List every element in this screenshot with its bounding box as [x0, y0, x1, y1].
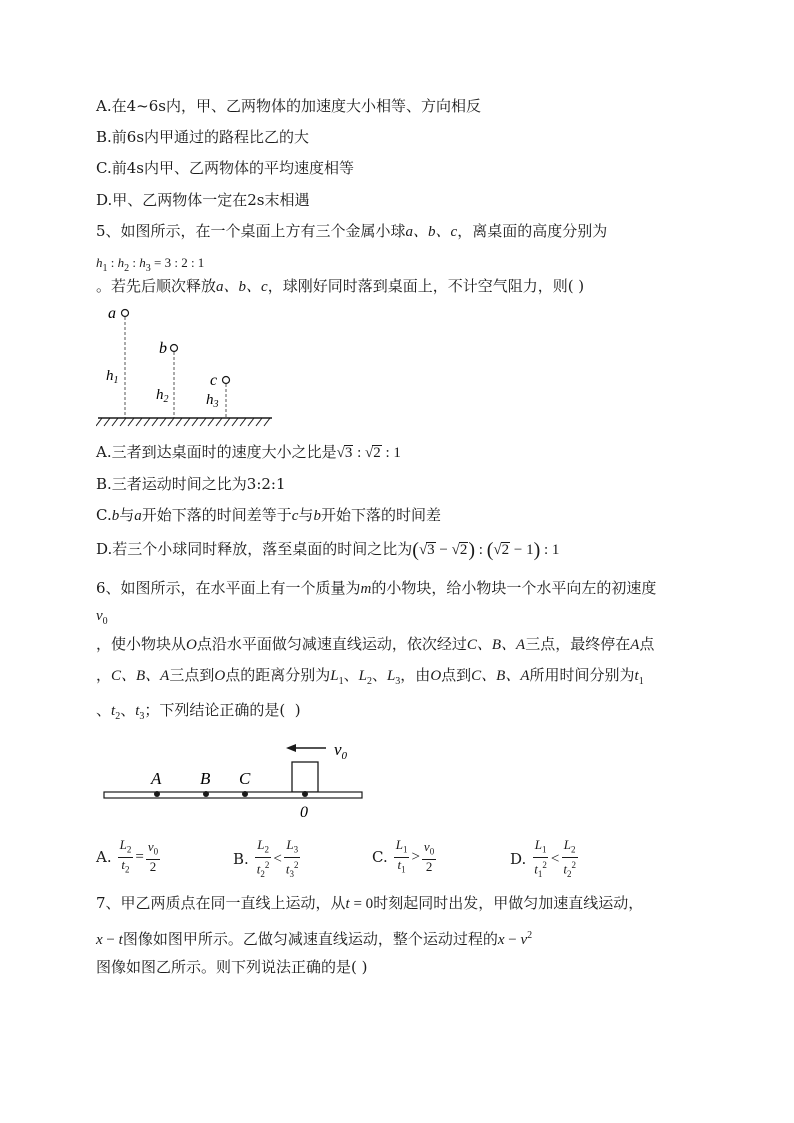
ball-b-label: b	[159, 340, 167, 357]
ball-c-label: c	[210, 372, 218, 389]
q6-stem-3: ，C、B、A三点到O点的距离分别为$L_1$、$L_2$、$L_3$，由O点到C、B、A所用时间分别为$t_1$	[96, 666, 644, 687]
point-c	[242, 791, 248, 797]
q5-option-c: C.b与a开始下落的时间差等于c与b开始下落的时间差	[96, 506, 441, 524]
block	[292, 762, 318, 792]
q5-height-ratio: $h_1$ : $h_2$ : $h_3 = 3$ : 2 : 1	[96, 255, 205, 274]
q6-figure	[100, 735, 370, 825]
q5-option-a-math: √3 : √2 : 1	[336, 445, 401, 461]
q5-option-a: A.三者到达桌面时的速度大小之比是√3 : √2 : 1	[96, 443, 401, 461]
q7-stem-3: 图像如图乙所示。则下列说法正确的是( )	[96, 958, 368, 976]
ball-c	[223, 377, 230, 384]
q4-option-d: D.甲、乙两物体一定在2s末相遇	[96, 191, 310, 209]
q6-stem-1: 6、如图所示，在水平面上有一个质量为m的小物块，给小物块一个水平向左的初速度	[96, 579, 657, 597]
ball-a-label: a	[108, 305, 116, 322]
label-c: C	[239, 769, 251, 788]
ball-b	[171, 345, 178, 352]
q5-stem-2: 。若先后顺次释放a、b、c，球刚好同时落到桌面上，不计空气阻力，则( )	[96, 277, 585, 295]
q7-stem-1: 7、甲乙两质点在同一直线上运动，从t = 0时刻起同时出发，甲做匀加速直线运动，	[96, 894, 644, 912]
label-zero: 0	[300, 804, 308, 821]
q6-option-b: B. $\frac{L_2}{t_2^2}$ < $\frac{L_3}{t_3^2}$	[233, 837, 299, 879]
arrow-head-icon	[286, 744, 296, 752]
label-a: A	[151, 769, 162, 788]
ball-a	[122, 310, 129, 317]
h3-label: $h_3$	[206, 392, 219, 410]
h1-label: $h_1$	[106, 368, 119, 386]
v0-label: $v_0$	[334, 740, 348, 762]
q6-stem-2: ，使小物块从O点沿水平面做匀减速直线运动，依次经过C、B、A三点，最终停在A点	[96, 635, 655, 653]
q6-stem-4: 、$t_2$、$t_3$；下列结论正确的是( )	[96, 701, 301, 722]
q6-option-d: D. $\frac{L_1}{t_1^2}$ < $\frac{L_2}{t_2^2}$	[510, 837, 576, 879]
q6-option-a: A. $\frac{L_2}{t_2}$ = $\frac{v_0}{2}$	[96, 837, 159, 875]
q4-option-a: A.在4~6s内，甲、乙两物体的加速度大小相等、方向相反	[96, 97, 481, 115]
q4-option-b: B.前6s内甲通过的路程比乙的大	[96, 128, 310, 146]
q4-option-c: C.前4s内甲、乙两物体的平均速度相等	[96, 159, 354, 177]
q5-stem: 5、如图所示，在一个桌面上方有三个金属小球a、b、c，离桌面的高度分别为	[96, 222, 608, 240]
point-b	[203, 791, 209, 797]
h2-label: $h_2$	[156, 387, 169, 405]
ground-track	[104, 792, 362, 798]
point-o	[302, 791, 308, 797]
table-hatching	[96, 418, 270, 426]
label-b: B	[200, 769, 211, 788]
q6-option-c: C. $\frac{L_1}{t_1}$ > $\frac{v_0}{2}$	[372, 837, 435, 875]
q7-stem-2: x − t图像如图甲所示。乙做匀减速直线运动，整个运动过程的$x - v^2$	[96, 930, 533, 948]
q5-figure	[96, 300, 286, 430]
q6-v0: $v_0$	[96, 608, 108, 627]
point-a	[154, 791, 160, 797]
q5-option-b: B.三者运动时间之比为3:2:1	[96, 475, 286, 493]
q5-option-d: D.若三个小球同时释放，落至桌面的时间之比为(√3 − √2) : (√2 − 1) : 1	[96, 539, 560, 561]
q5-option-d-math: (√3 − √2) : (√2 − 1) : 1	[412, 539, 560, 561]
